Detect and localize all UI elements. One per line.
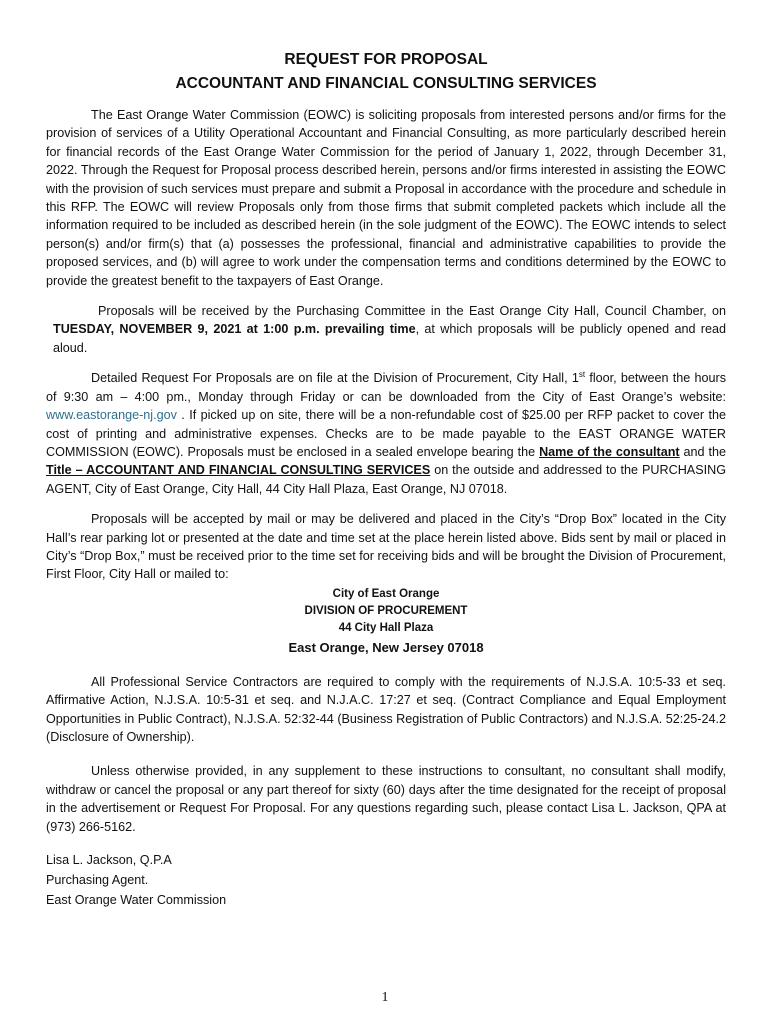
withdrawal-paragraph: Unless otherwise provided, in any supplement to these instructions to consultant, no consultant shall modify, withdraw or cancel the proposal or any part thereof for sixty (60) days after the time designated for the receipt of proposal in the advertisement or Request For Proposal. For any questions regarding such, please contact Lisa L. Jackson, QPA at (973) 266-5162. xyxy=(46,764,726,834)
page-number: 1 xyxy=(381,990,389,1005)
address-line-2: DIVISION OF PROCUREMENT xyxy=(304,604,468,617)
title-line-2: ACCOUNTANT AND FINANCIAL CONSULTING SERVICES xyxy=(175,75,597,92)
signature-name: Lisa L. Jackson, Q.P.A xyxy=(46,853,172,867)
address-line-3: 44 City Hall Plaza xyxy=(338,621,434,634)
address-line-1: City of East Orange xyxy=(332,587,440,600)
title-line-1: REQUEST FOR PROPOSAL xyxy=(284,51,488,68)
consultant-name-label: Name of the consultant xyxy=(539,444,680,459)
document-page xyxy=(46,48,726,910)
compliance-paragraph: All Professional Service Contractors are required to comply with the requirements of N.J.S.A. 10:5-33 et seq. Affirmative Action, N.J.S.A. 10:5-31 et seq. and N.J.A.C. 17:27 et seq. (Contract Compliance and Equal Employment Opportunities in Public Contract), N.J.S.A. 52:32-44 (Business Registration of Public Contractors) and N.J.S.A. 52:25-24.2 (Disclosure of Ownership). xyxy=(46,674,726,744)
submission-paragraph: Proposals will be received by the Purchasing Committee in the East Orange City Hall, Council Chamber, on TUESDAY, NOVEMBER 9, 2021 at 1:00 p.m. prevailing time, at which proposals will be publicly opened and read aloud. xyxy=(53,304,726,355)
rfp-availability-paragraph: Detailed Request For Proposals are on file at the Division of Procurement, City Hall, 1st floor, between the hours of 9:30 am – 4:00 pm., Monday through Friday or can be downloaded from the City of East Orange’s website: www.eastorange-nj.gov . If picked up on site, there will be a non-refundable cost of $25.00 per RFP packet to cover the cost of printing and administrative expenses. Checks are to be made payable to the EAST ORANGE WATER COMMISSION (EOWC). Proposals must be enclosed in a sealed envelope bearing the Name of the consultant and the Title – ACCOUNTANT AND FINANCIAL CONSULTING SERVICES on the outside and addressed to the PURCHASING AGENT, City of East Orange, City Hall, 44 City Hall Plaza, East Orange, NJ 07018. xyxy=(46,370,726,496)
address-line-4: East Orange, New Jersey 07018 xyxy=(288,639,484,655)
deadline-text: TUESDAY, NOVEMBER 9, 2021 at 1:00 p.m. prevailing time xyxy=(53,322,416,337)
signature-org: East Orange Water Commission xyxy=(46,893,227,907)
delivery-paragraph: Proposals will be accepted by mail or may be delivered and placed in the City’s “Drop Box” located in the City Hall’s rear parking lot or presented at the date and time set at the place herein listed above. Bids sent by mail or placed in City’s “Drop Box,” must be received prior to the time set for receiving bids and will be brought the Division of Procurement, First Floor, City Hall or mailed to: xyxy=(46,512,726,582)
signature-role: Purchasing Agent. xyxy=(46,873,149,887)
title-label: Title – ACCOUNTANT AND FINANCIAL CONSULTING SERVICES xyxy=(46,463,431,478)
signature-block xyxy=(46,850,726,910)
website-link[interactable]: www.eastorange-nj.gov xyxy=(46,408,177,423)
intro-paragraph: The East Orange Water Commission (EOWC) is soliciting proposals from interested persons and/or firms for the provision of services of a Utility Operational Accountant and Financial Consulting, as more particularly described herein for financial records of the East Orange Water Commission for the period of January 1, 2022, through December 31, 2022. Through the Request for Proposal process described herein, persons and/or firms interested in assisting the EOWC with the provision of such services must prepare and submit a Proposal in accordance with the procedure and schedule in this RFP. The EOWC will review Proposals only from those firms that submit completed packets which include all the information required to be included as described herein (in the sole judgment of the EOWC). The EOWC intends to select person(s) and/or firm(s) that (a) possesses the professional, financial and administrative capabilities to provide the proposed services, and (b) will agree to work under the compensation terms and conditions determined by the EOWC to provide the greatest benefit to the taxpayers of East Orange. xyxy=(46,108,726,288)
